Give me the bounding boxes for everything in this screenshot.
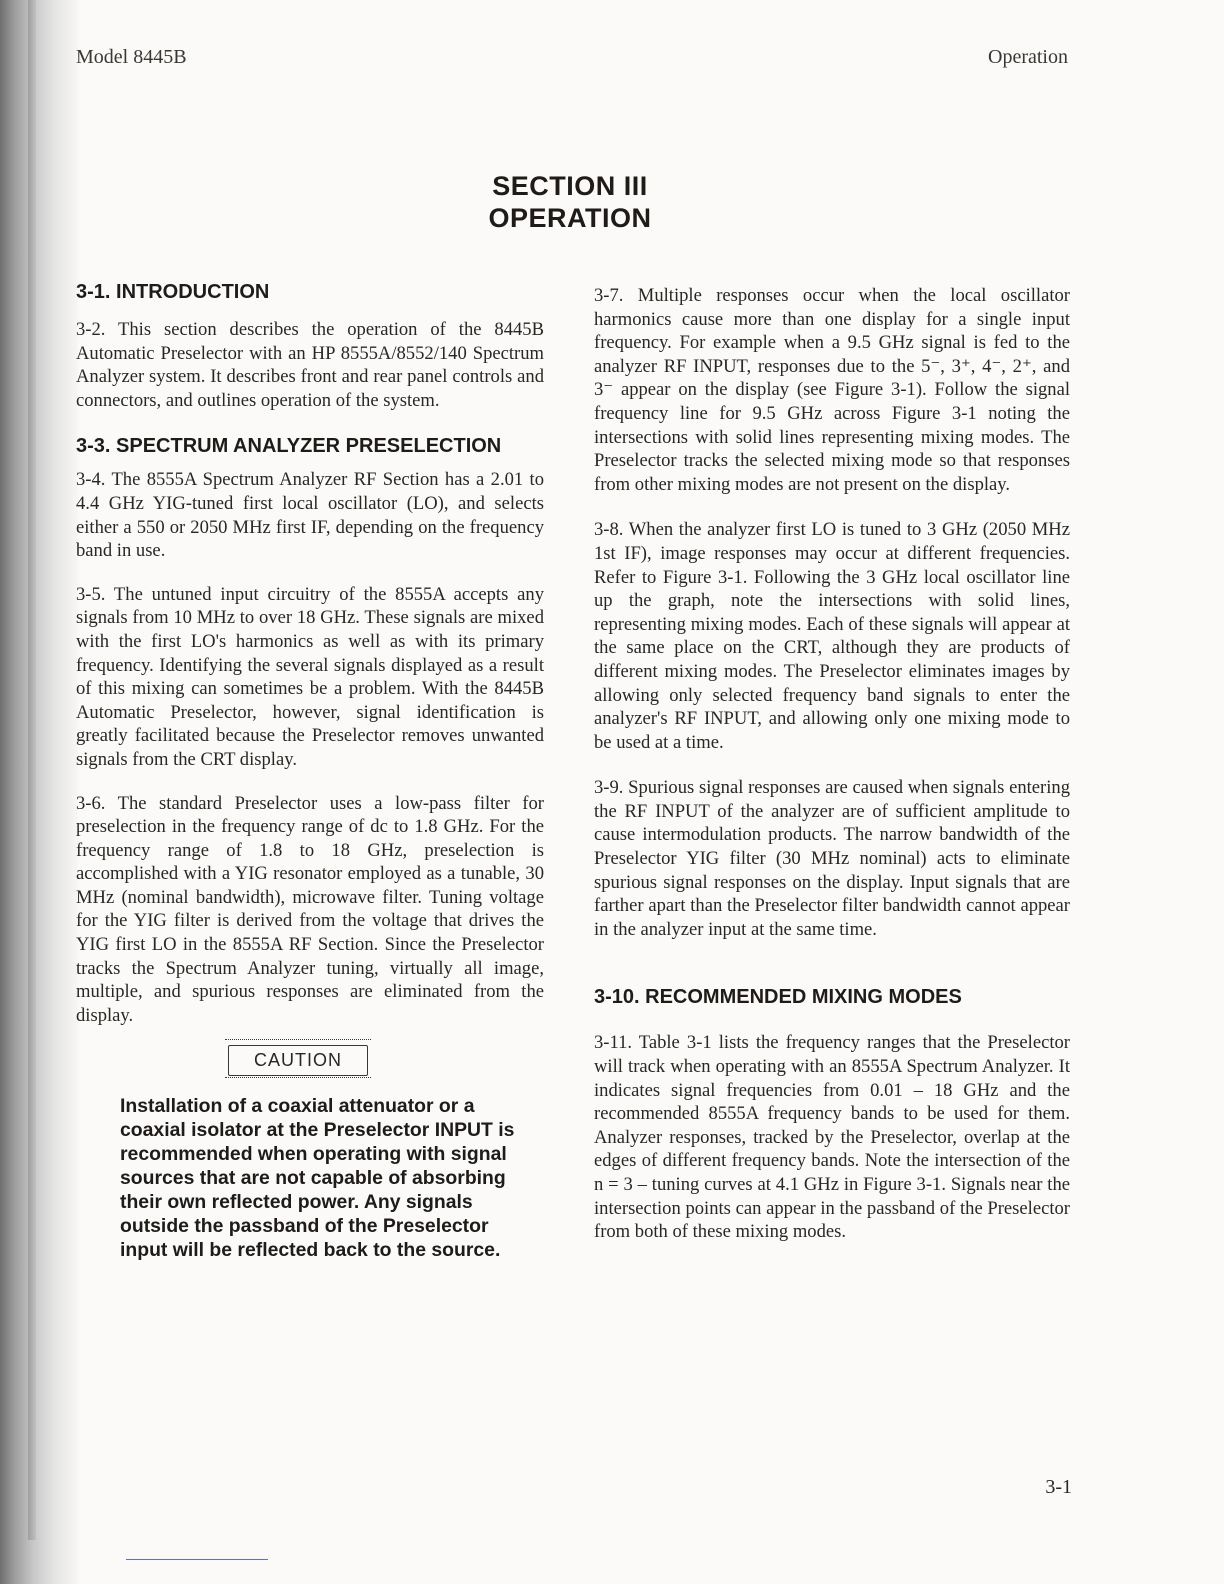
paragraph-3-2: 3-2. This section describes the operation of the 8445B Automatic Preselector with an HP 8555A/8552/140 Spectrum Analyzer system. It describes front and rear panel controls and connectors, and outlines operation of the system.	[76, 319, 544, 411]
footer-rule	[126, 1559, 268, 1560]
heading-introduction: 3-1. INTRODUCTION	[76, 281, 270, 303]
caution-label: CAUTION	[228, 1045, 368, 1076]
left-column	[76, 280, 544, 1262]
page-number: 3-1	[1045, 1476, 1072, 1498]
right-column	[594, 284, 1070, 1244]
heading-preselection: 3-3. SPECTRUM ANALYZER PRESELECTION	[76, 435, 502, 458]
caution-text: Installation of a coaxial attenuator or a coaxial isolator at the Preselector INPUT is recommended when operating with signal sources that are not capable of absorbing their own reflected power. Any signals outside the passband of the Preselector input will be reflected back to the source.	[120, 1095, 515, 1262]
paragraph-3-9: 3-9. Spurious signal responses are caused when signals entering the RF INPUT of the analyzer are of sufficient amplitude to cause intermodulation products. The narrow bandwidth of the Preselector YIG filter (30 MHz nominal) acts to eliminate spurious signal responses on the display. Input signals that are farther apart than the Preselector filter bandwidth cannot appear in the analyzer input at the same time.	[594, 777, 1070, 940]
heading-mixing-modes: 3-10. RECOMMENDED MIXING MODES	[594, 986, 962, 1009]
section-title	[0, 170, 1140, 234]
paragraph-3-6: 3-6. The standard Preselector uses a low-pass filter for preselection in the frequency range of dc to 1.8 GHz. For the frequency range of 1.8 to 18 GHz, preselection is accomplished with a YIG resonator employed as a tunable, 30 MHz (nominal bandwidth), microwave filter. Tuning voltage for the YIG filter is derived from the voltage that drives the YIG first LO in the 8555A RF Section. Since the Preselector tracks the Spectrum Analyzer tuning, virtually all image, multiple, and spurious responses are eliminated from the display.	[76, 792, 544, 1026]
paragraph-3-11: 3-11. Table 3-1 lists the frequency ranges that the Preselector will track when operating with an 8555A Spectrum Analyzer. It indicates signal frequencies from 0.01 – 18 GHz and the recommended 8555A frequency bands to be used for them. Analyzer responses, tracked by the Preselector, overlap at the edges of different frequency bands. Note the intersection of the n = 3 – tuning curves at 4.1 GHz in Figure 3-1. Signals near the intersection points can appear in the passband of the Preselector from both of these mixing modes.	[594, 1032, 1070, 1243]
scan-binding-shadow	[0, 0, 78, 1584]
paragraph-3-5: 3-5. The untuned input circuitry of the 8555A accepts any signals from 10 MHz to over 18 GHz. These signals are mixed with the first LO's harmonics as well as with its primary frequency. Identifying the several signals displayed as a result of this mixing can sometimes be a problem. With the 8445B Automatic Preselector, however, signal identification is greatly facilitated because the Preselector removes unwanted signals from the CRT display.	[76, 583, 544, 770]
paragraph-3-4: 3-4. The 8555A Spectrum Analyzer RF Section has a 2.01 to 4.4 GHz YIG-tuned first local oscillator (LO), and selects either a 550 or 2050 MHz first IF, depending on the frequency band in use.	[76, 469, 544, 562]
paragraph-3-8: 3-8. When the analyzer first LO is tuned to 3 GHz (2050 MHz 1st IF), image responses may occur at different frequencies. Refer to Figure 3-1. Following the 3 GHz local oscillator line up the graph, note the intersections with solid lines, representing mixing modes. Each of these signals will appear at the same place on the CRT, although they are products of different mixing modes. The Preselector eliminates images by allowing only selected frequency band signals to enter the analyzer's RF INPUT, and allowing only one mixing mode to be used at a time.	[594, 519, 1070, 753]
header-section: Operation	[988, 46, 1068, 68]
paragraph-3-7: 3-7. Multiple responses occur when the local oscillator harmonics cause more than one display for a single input frequency. For example when a 9.5 GHz signal is fed to the analyzer RF INPUT, responses due to the 5⁻, 3⁺, 4⁻, 2⁺, and 3⁻ appear on the display (see Figure 3-1). Follow the signal frequency line for 9.5 GHz across Figure 3-1 noting the intersections with solid lines representing mixing modes. The Preselector tracks the selected mixing mode so that responses from other mixing modes are not present on the display.	[594, 285, 1070, 495]
section-title-line2: OPERATION	[488, 203, 652, 233]
section-title-line1: SECTION III	[492, 171, 648, 201]
header-model: Model 8445B	[76, 46, 187, 68]
